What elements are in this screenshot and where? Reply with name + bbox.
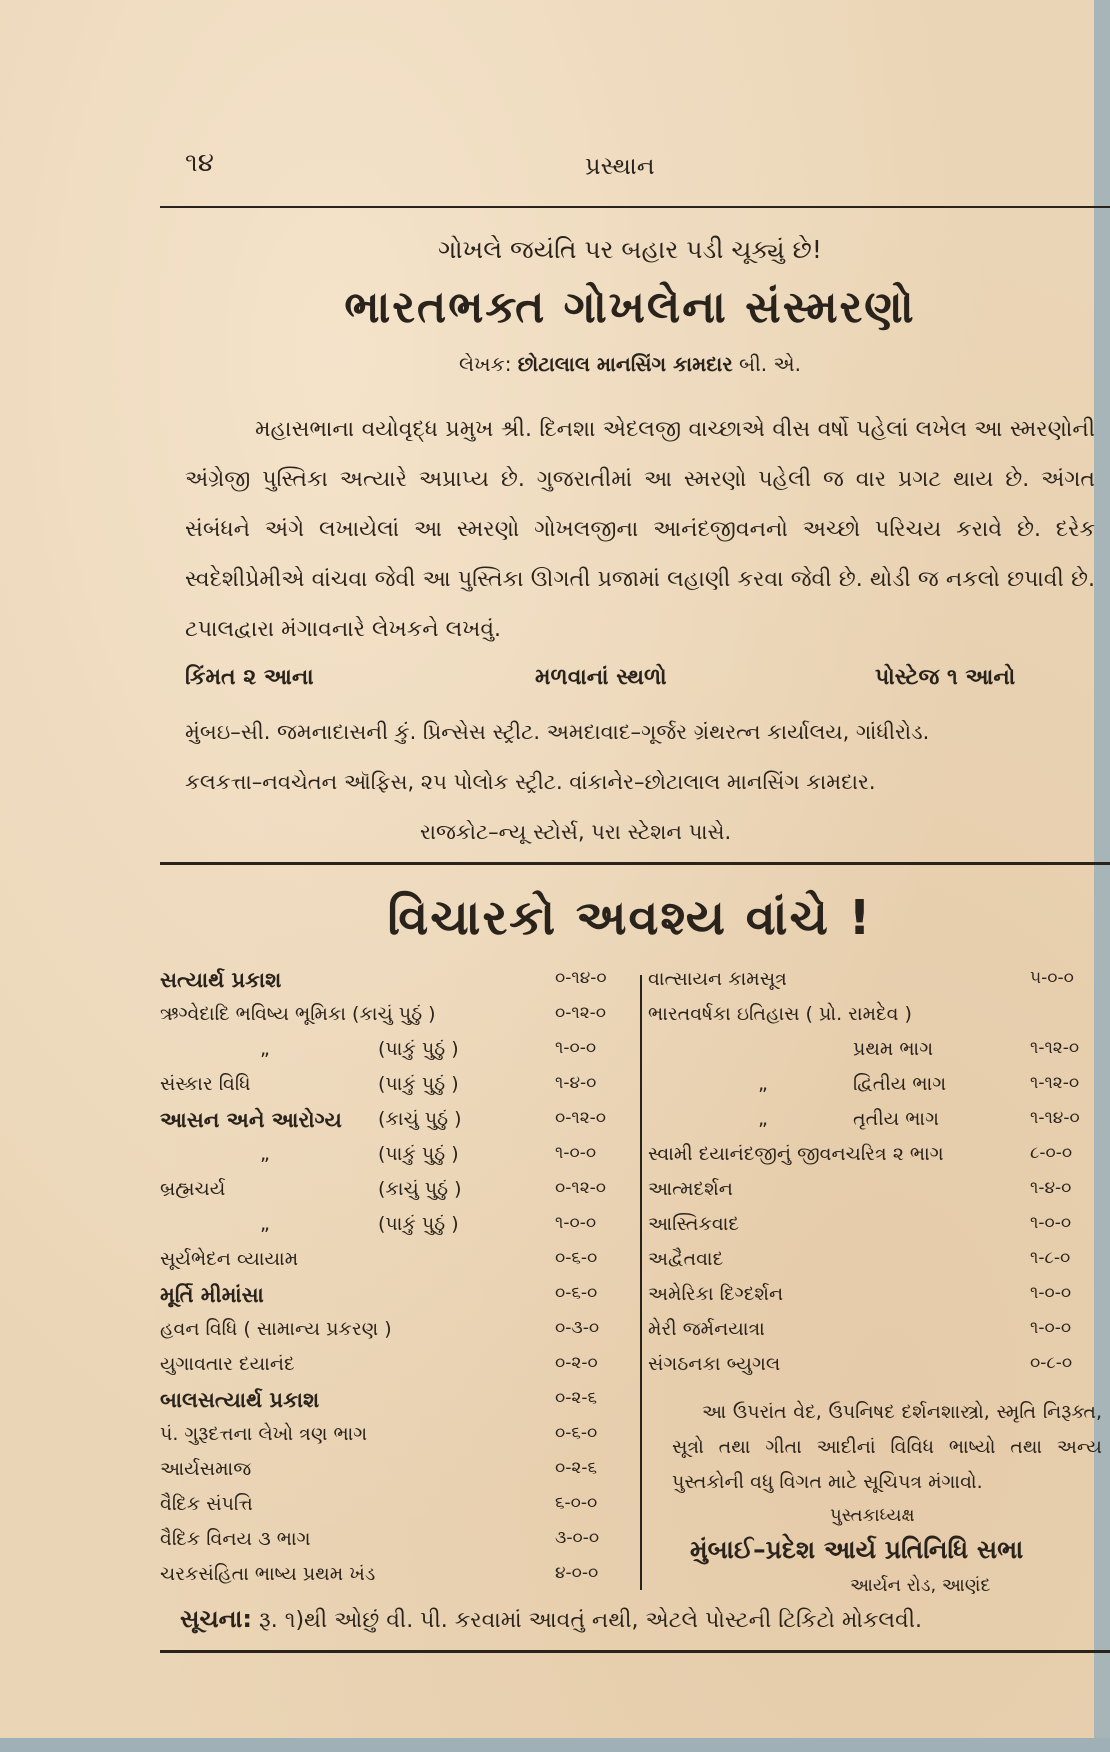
book-title: ચરકસંહિતા ભાષ્ય પ્રથમ ખંડ [160,1563,376,1585]
book-title: મૂર્તિ મીમાંસા [160,1283,264,1307]
book-binding: (પાકું પુઠું ) [378,1038,459,1060]
book-price: ૦-૬-૦ [555,1423,598,1443]
book-row [648,1353,1106,1388]
page-header [185,148,905,188]
book-row [648,1108,1106,1143]
book-price: ૧-૪-૦ [555,1073,597,1093]
author-degree: બી. એ. [739,352,801,376]
book-title: મેરી જર્મનયાત્રા [648,1318,765,1340]
book-row [648,1248,1106,1283]
book-title: „ [260,1143,270,1165]
book-list-left [160,968,640,1598]
book-row [648,1213,1106,1248]
book-title: આસન અને આરોગ્ય [160,1108,342,1132]
book-title: „ [260,1038,270,1060]
book-title: બાલસત્યાર્થ પ્રકાશ [160,1388,320,1412]
book-price: ૦-૧૨-૦ [555,1178,607,1198]
book-row [160,1143,640,1178]
book-row [648,1003,1106,1038]
book-row [160,1563,640,1598]
book-price: ૦-૧૨-૦ [555,1003,607,1023]
book-binding: તૃતીય ભાગ [853,1108,939,1130]
book-price: ૧-૦-૦ [1030,1283,1072,1303]
author-prefix: લેખક: [459,352,512,376]
book-row [648,1038,1106,1073]
book-price: ૦-૧૪-૦ [555,968,607,988]
book-title: „ [758,1073,768,1095]
book-binding: (પાકું પુઠું ) [378,1213,459,1235]
book-title: સૂર્યભેદન વ્યાયામ [160,1248,299,1270]
book-price: ૧-૦-૦ [555,1143,597,1163]
scan-edge-bottom [0,1738,1110,1752]
book-row [648,1178,1106,1213]
book-price: ૧-૦-૦ [1030,1318,1072,1338]
catalog-note: આ ઉપરાંત વેદ, ઉપનિષદ દર્શનશાસ્ત્રો, સ્મૃતિ નિરૂક્ત, સૂત્રો તથા ગીતા આદીનાં વિવિધ ભાષ્યો તથા અન્ય પુસ્તકોની વધુ વિગત માટે સૂચિપત્ર મંગાવો. [672,1401,1102,1493]
notice-label: સૂચના: [180,1605,252,1633]
book-title: અમેરિકા દિગ્દર્શન [648,1283,784,1305]
author-name: છોટાલાલ માનસિંગ કામદાર [517,352,733,376]
book-row [160,1003,640,1038]
book-title: સંગઠનકા બ્યુગલ [648,1353,781,1375]
book-price: ૦-૧૨-૦ [555,1108,607,1128]
book-binding: દ્વિતીય ભાગ [853,1073,947,1095]
book-title: વૈદિક વિનય ૩ ભાગ [160,1528,311,1550]
ad-author [160,352,1100,376]
book-price: ૧-૪-૦ [1030,1178,1072,1198]
book-price: ૧-૧૪-૦ [1030,1108,1080,1128]
postage: પોસ્ટેજ ૧ આનો [875,665,1016,690]
address-line: મુંબઇ–સી. જમનાદાસની કું. પ્રિન્સેસ સ્ટ્રીટ. અમદાવાદ–ગૂર્જર ગ્રંથરત્ન કાર્યાલય, ગાંધીરોડ. [185,720,930,744]
notice [180,1605,1100,1633]
sabha-name: મુંબાઈ–પ્રદેશ આર્ય પ્રતિનિધિ સભા [690,1535,1024,1564]
book-price: ૪-૦-૦ [555,1563,599,1583]
book-title: આત્મદર્શન [648,1178,733,1200]
book-price: ૦-૬-૦ [555,1283,598,1303]
book-title: આર્યસમાજ [160,1458,252,1480]
book-binding: (પાકું પુઠું ) [378,1143,459,1165]
book-row [160,1423,640,1458]
book-title: સત્યાર્થ પ્રકાશ [160,968,282,992]
book-price: ૦-૨-૬ [555,1458,598,1478]
book-price: ૧-૦-૦ [555,1213,597,1233]
book-list-right [648,968,1106,1388]
ad-title: ભારતભક્ત ગોખલેના સંસ્મરણો [344,282,916,333]
librarian-label: પુસ્તકાધ્યક્ષ [830,1505,915,1526]
book-title: અદ્વૈતવાદ [648,1248,724,1270]
ad-price-row [160,665,1100,695]
book-row [648,1143,1106,1178]
ad-tagline: ગોખલે જયંતિ પર બહાર પડી ચૂક્યું છે! [438,235,822,264]
book-row [160,1493,640,1528]
book-title: વાત્સાયન કામસૂત્ર [648,968,787,990]
book-price: ૦-૨-૬ [555,1388,598,1408]
book-row [160,968,640,1003]
book-title: યુગાવતાર દયાનંદ [160,1353,295,1375]
gokhale-advertisement [160,210,1100,860]
book-price: ૦-૨-૦ [555,1353,598,1373]
book-title: વૈદિક સંપત્તિ [160,1493,253,1515]
book-row [160,1073,640,1108]
book-title: હવન વિધિ ( સામાન્ય પ્રકરણ ) [160,1318,392,1340]
book-price: ૦-૮-૦ [1030,1353,1073,1373]
ad2-title: વિચારકો અવશ્ય વાંચે ! [387,890,873,946]
book-row [648,968,1106,1003]
book-row [648,1073,1106,1108]
book-row [160,1353,640,1388]
where-available: મળવાનાં સ્થળો [535,665,667,690]
book-row [160,1248,640,1283]
book-price: ૦-૩-૦ [555,1318,600,1338]
book-row [160,1038,640,1073]
book-price: ૧-૮-૦ [1030,1248,1071,1268]
book-row [160,1283,640,1318]
book-row [160,1178,640,1213]
book-price: ૧-૦-૦ [1030,1213,1072,1233]
book-title: બ્રહ્મચર્ય [160,1178,226,1200]
book-price: ૮-૦-૦ [1030,1143,1073,1163]
book-title: આસ્તિકવાદ [648,1213,739,1235]
book-binding: (પાકું પુઠું ) [378,1073,459,1095]
book-row [160,1458,640,1493]
sabha-address: આર્યન રોડ, આણંદ [850,1575,991,1596]
running-title: પ્રસ્થાન [585,152,655,180]
page-number: ૧૪ [185,148,214,178]
book-price: ૬-૦-૦ [555,1493,598,1513]
book-title: સ્વામી દયાનંદજીનું જીવનચરિત્ર ૨ ભાગ [648,1143,944,1165]
address-line: રાજકોટ–ન્યૂ સ્ટોર્સ, પરા સ્ટેશન પાસે. [420,820,732,844]
price: કિંમત ૨ આના [185,665,314,690]
book-title: ઋગ્વેદાદિ ભવિષ્ય ભૂમિકા (કાચું પુઠું ) [160,1003,436,1025]
book-title: પં. ગુરૂદત્તના લેખો ત્રણ ભાગ [160,1423,368,1445]
notice-text: રૂ. ૧)થી ઓછું વી. પી. કરવામાં આવતું નથી, એટલે પોસ્ટની ટિકિટો મોકલવી. [259,1608,923,1633]
book-row [160,1213,640,1248]
book-title: „ [758,1108,768,1130]
column-divider [640,975,642,1590]
book-binding: (કાચું પુઠું ) [378,1108,462,1130]
book-title: „ [260,1213,270,1235]
ad-description: મહાસભાના વયોવૃદ્ધ પ્રમુખ શ્રી. દિનશા એદલજી વાચ્છાએ વીસ વર્ષો પહેલાં લખેલ આ સ્મરણોની અંગ્રેજી પુસ્તિકા અત્યારે અપ્રાપ્ય છે. ગુજરાતીમાં આ સ્મરણો પહેલી જ વાર પ્રગટ થાય છે. અંગત સંબંધને અંગે લખાયેલાં આ સ્મરણો ગોખલજીના આનંદજીવનનો અચ્છો પરિચય કરાવે છે. દરેક સ્વદેશીપ્રેમીએ વાંચવા જેવી આ પુસ્તિકા ઊગતી પ્રજામાં લહાણી કરવા જેવી છે. થોડી જ નકલો છપાવી છે. ટપાલદ્વારા મંગાવનારે લેખકને લખવું. [185,417,1095,642]
book-binding: (કાચું પુઠું ) [378,1178,462,1200]
book-binding: પ્રથમ ભાગ [853,1038,934,1060]
book-row [160,1318,640,1353]
address-line: કલકત્તા–નવચેતન ઑફિસ, ૨૫ પોલોક સ્ટ્રીટ. વાંકાનેર–છોટાલાલ માનસિંગ કામદાર. [185,770,876,794]
section-rule [160,862,1110,865]
bottom-rule [160,1650,1110,1653]
book-title: ભારતવર્ષકા ઇતિહાસ ( પ્રો. રામદેવ ) [648,1003,912,1025]
book-price: ૫-૦-૦ [1030,968,1074,988]
book-price: ૧-૧૨-૦ [1030,1073,1080,1093]
top-rule [160,206,1110,208]
book-row [648,1318,1106,1353]
book-row [160,1388,640,1423]
book-price: ૦-૬-૦ [555,1248,598,1268]
book-row [160,1108,640,1143]
book-price: ૧-૦-૦ [555,1038,597,1058]
book-price: ૧-૧૨-૦ [1030,1038,1080,1058]
book-row [160,1528,640,1563]
book-title: સંસ્કાર વિધિ [160,1073,251,1095]
book-price: ૩-૦-૦ [555,1528,600,1548]
book-row [648,1283,1106,1318]
